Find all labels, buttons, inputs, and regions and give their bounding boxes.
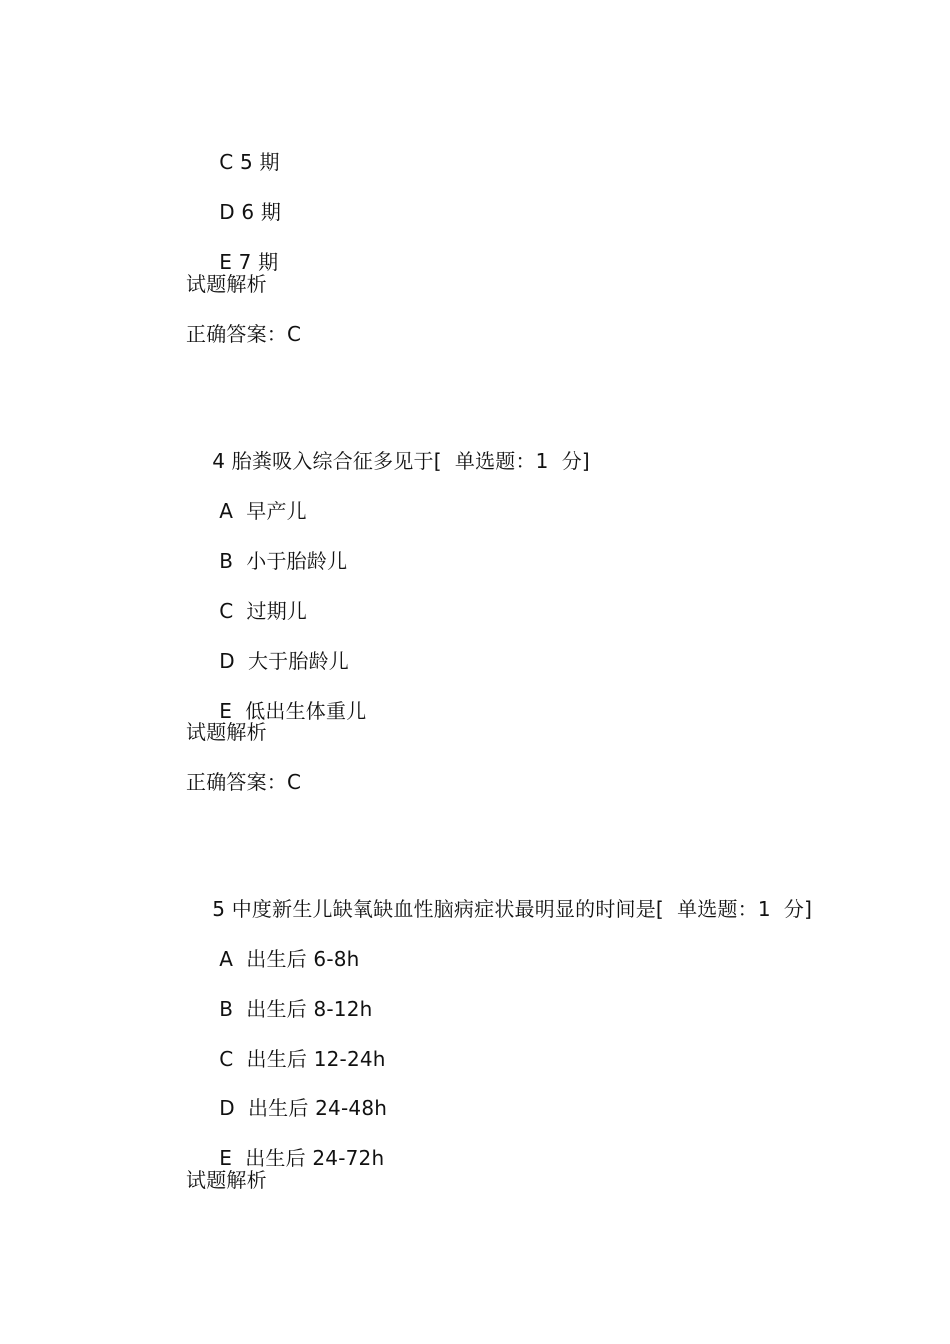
option-text: 小于胎龄儿 xyxy=(246,549,348,573)
q3-answer: 正确答案：C xyxy=(186,322,302,346)
option-letter: B xyxy=(219,997,234,1021)
option-letter: C xyxy=(219,150,234,174)
question-text: 胎粪吸入综合征多见于[ xyxy=(231,449,442,473)
option-text: 早产儿 xyxy=(246,499,307,523)
option-letter: D xyxy=(219,649,235,673)
option-text: 出生后 24-72h xyxy=(245,1146,385,1170)
option-text: 出生后 12-24h xyxy=(246,1047,386,1071)
q4-analysis-label: 试题解析 xyxy=(186,720,267,744)
q4-answer: 正确答案：C xyxy=(186,770,302,794)
option-letter: A xyxy=(219,499,234,523)
option-letter: E xyxy=(219,1146,233,1170)
q5-analysis-label: 试题解析 xyxy=(186,1168,267,1192)
option-letter: E xyxy=(219,250,233,274)
option-letter: D xyxy=(219,1096,235,1120)
option-letter: C xyxy=(219,1047,234,1071)
option-letter: D xyxy=(219,200,235,224)
option-letter: A xyxy=(219,947,234,971)
option-text: 5 期 xyxy=(239,150,280,174)
option-letter: B xyxy=(219,549,234,573)
option-text: 低出生体重儿 xyxy=(245,699,367,723)
question-number: 4 xyxy=(212,449,226,473)
q3-analysis-label: 试题解析 xyxy=(186,272,267,296)
option-text: 出生后 8-12h xyxy=(246,997,373,1021)
option-text: 出生后 24-48h xyxy=(247,1096,388,1120)
option-letter: C xyxy=(219,599,234,623)
option-text: 6 期 xyxy=(241,200,282,224)
question-meta: 单选题：1 分] xyxy=(677,897,813,921)
option-text: 出生后 6-8h xyxy=(246,947,360,971)
option-letter: E xyxy=(219,699,233,723)
option-text: 7 期 xyxy=(238,250,279,274)
question-text: 中度新生儿缺氧缺血性脑病症状最明显的时间是[ xyxy=(231,897,664,921)
question-meta: 单选题：1 分] xyxy=(454,449,590,473)
option-text: 大于胎龄儿 xyxy=(247,649,349,673)
question-number: 5 xyxy=(212,897,226,921)
option-text: 过期儿 xyxy=(246,599,308,623)
